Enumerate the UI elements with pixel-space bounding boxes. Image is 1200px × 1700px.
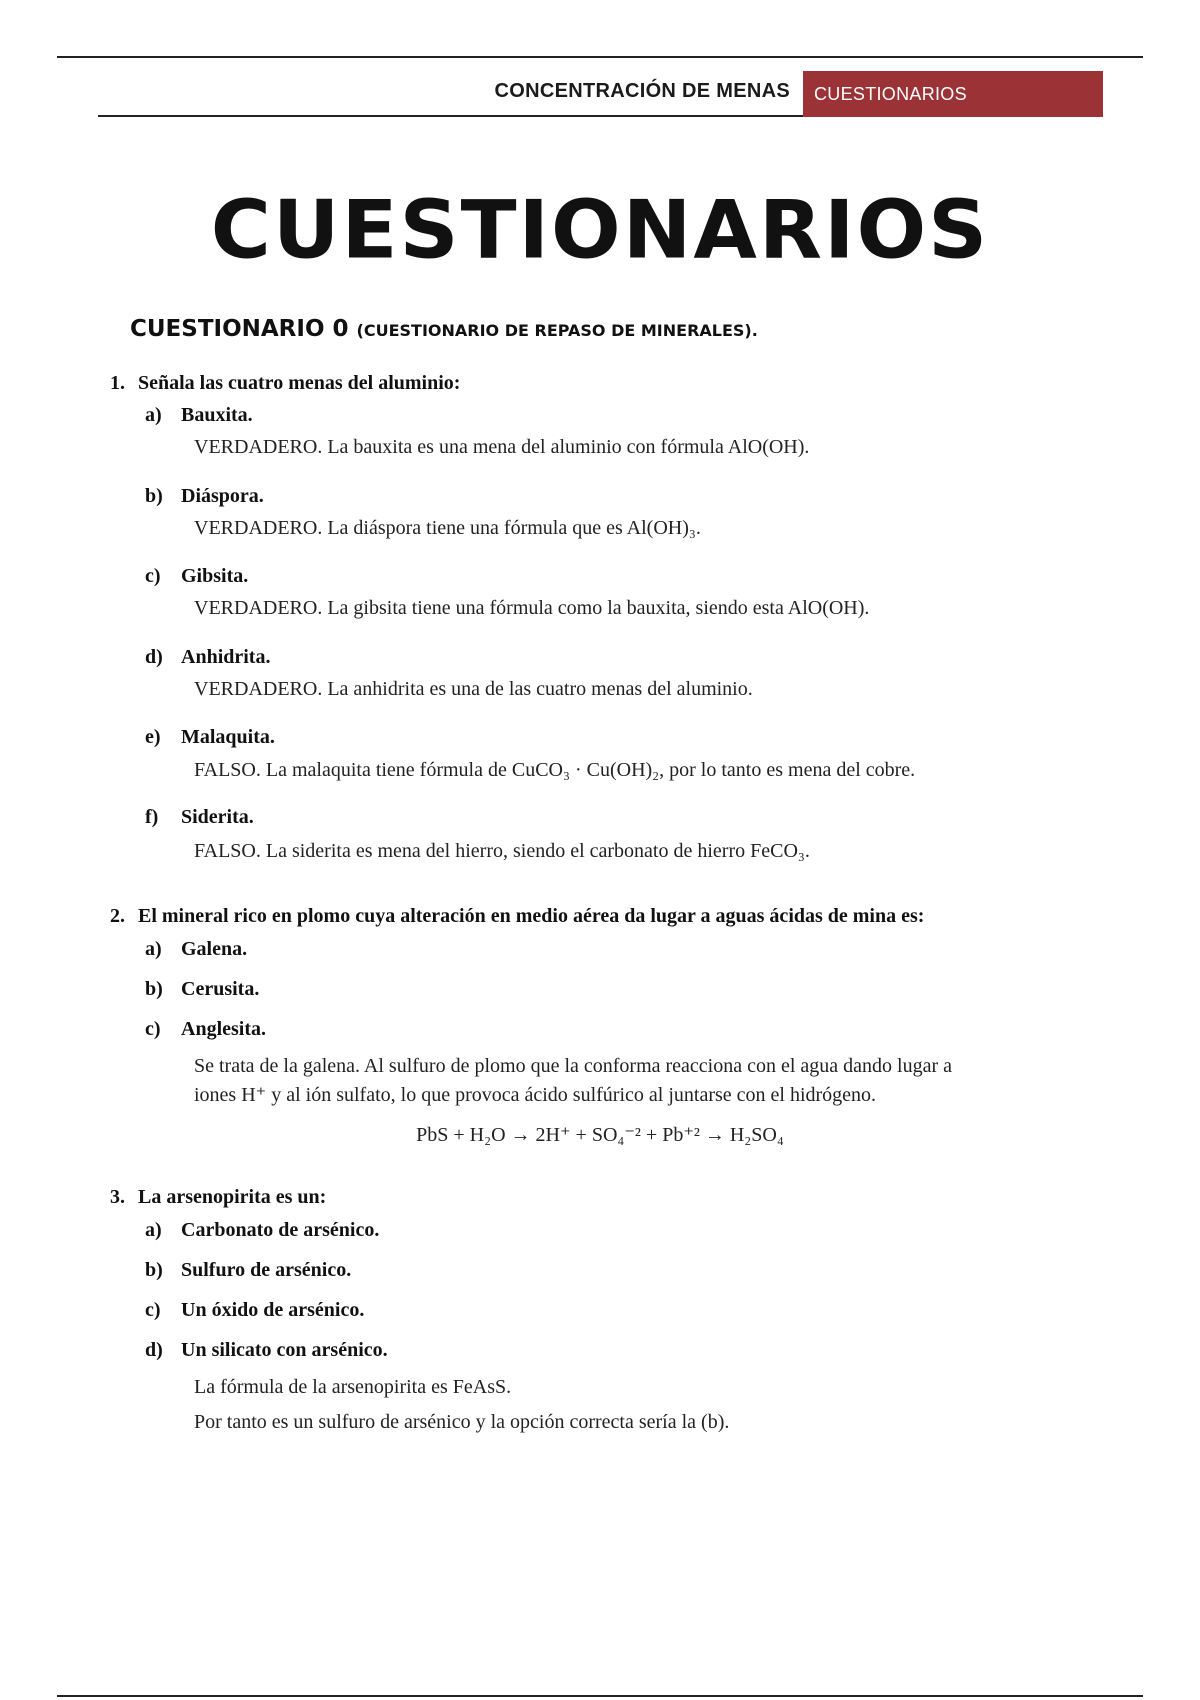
explanation-3-line-1: La fórmula de la arsenopirita es FeAsS. [194,1376,512,1398]
running-header-title: CONCENTRACIÓN DE MENAS [494,80,790,102]
section-title-note: (CUESTIONARIO DE REPASO DE MINERALES). [356,321,758,340]
question-text: La arsenopirita es un: [138,1186,327,1208]
option-3d: d) Un silicato con arsénico. [145,1339,388,1361]
explanation-3-line-2: Por tanto es un sulfuro de arsénico y la opción correcta sería la (b). [194,1411,730,1433]
option-2b: b) Cerusita. [145,978,260,1000]
question-text: Señala las cuatro menas del aluminio: [138,372,461,394]
option-2a: a) Galena. [145,938,248,960]
option-1c: c) Gibsita. [145,565,249,587]
bottom-rule [57,1695,1143,1697]
explanation-1d: VERDADERO. La anhidrita es una de las cuatro menas del aluminio. [194,678,753,700]
question-number: 3. [110,1186,125,1208]
option-1f: f) Siderita. [145,806,254,828]
explanation-1a: VERDADERO. La bauxita es una mena del aluminio con fórmula AlO(OH). [194,436,810,458]
question-3 [110,1186,326,1209]
section-title-main: CUESTIONARIO 0 [130,316,349,342]
option-1e: e) Malaquita. [145,726,275,748]
chemical-equation: PbS + H₂O → 2H⁺ + SO₄⁻² + Pb⁺² → H₂SO₄ [416,1124,784,1146]
explanation-2-line-2: iones H⁺ y al ión sulfato, lo que provoca ácido sulfúrico al juntarse con el hidrógeno. [194,1084,877,1106]
question-number: 2. [110,905,125,927]
section-title [130,316,758,342]
top-rule [57,56,1143,58]
running-header-tab: CUESTIONARIOS [803,71,1103,117]
option-1b: b) Diáspora. [145,485,264,507]
option-1a: a) Bauxita. [145,404,253,426]
option-3b: b) Sulfuro de arsénico. [145,1259,352,1281]
question-text: El mineral rico en plomo cuya alteración en medio aérea da lugar a aguas ácidas de mina es: [138,905,925,927]
question-1 [110,372,460,395]
explanation-1c: VERDADERO. La gibsita tiene una fórmula como la bauxita, siendo esta AlO(OH). [194,597,870,619]
option-2c: c) Anglesita. [145,1018,266,1040]
header-rule [98,115,803,117]
explanation-2-line-1: Se trata de la galena. Al sulfuro de plomo que la conforma reacciona con el agua dando lugar a [194,1055,953,1077]
page-title: CUESTIONARIOS [210,183,990,278]
explanation-1f: FALSO. La siderita es mena del hierro, siendo el carbonato de hierro FeCO₃. [194,840,810,862]
explanation-1e: FALSO. La malaquita tiene fórmula de CuCO₃ · Cu(OH)₂, por lo tanto es mena del cobre. [194,759,916,781]
option-3a: a) Carbonato de arsénico. [145,1219,380,1241]
option-3c: c) Un óxido de arsénico. [145,1299,365,1321]
explanation-1b: VERDADERO. La diáspora tiene una fórmula que es Al(OH)₃. [194,517,701,539]
option-1d: d) Anhidrita. [145,646,271,668]
question-2 [110,905,924,928]
question-number: 1. [110,372,125,394]
